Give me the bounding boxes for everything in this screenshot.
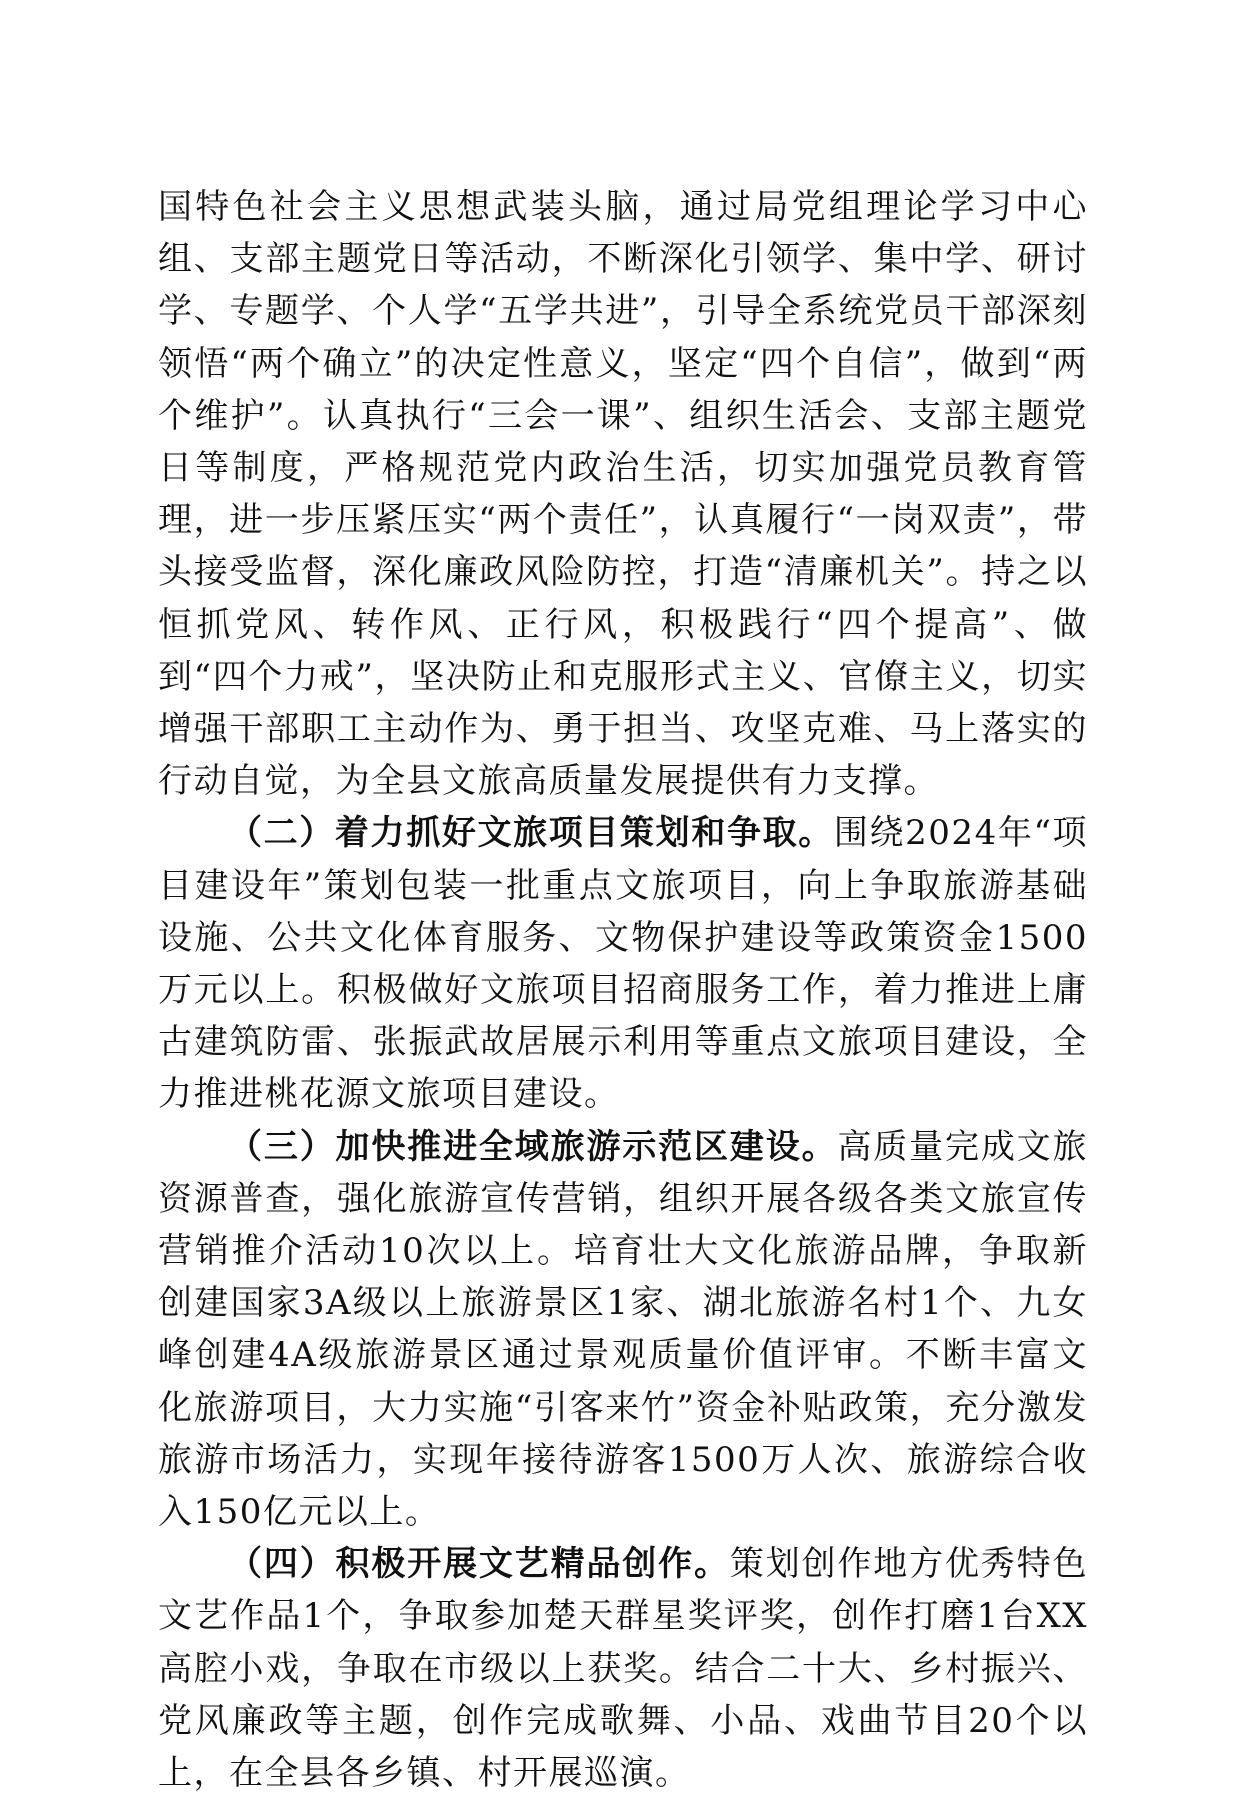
paragraph-2-text: 围绕2024年“项目建设年”策划包装一批重点文旅项目，向上争取旅游基础设施、公共文化体育服务、文物保护建设等政策资金1500万元以上。积极做好文旅项目招商服务工作，着力推进上庸古建筑防雷、张振武故居展示利用等重点文旅项目建设，全力推进桃花源文旅项目建设。 — [158, 813, 1088, 1115]
paragraph-4 — [158, 1538, 1088, 1799]
section-3-heading: （三）加快推进全域旅游示范区建设。 — [228, 1126, 838, 1167]
paragraph-3-text: 高质量完成文旅资源普查，强化旅游宣传营销，组织开展各级各类文旅宣传营销推介活动10次以上。培育壮大文化旅游品牌，争取新创建国家3A级以上旅游景区1家、湖北旅游名村1个、九女峰创建4A级旅游景区通过景观质量价值评审。不断丰富文化旅游项目，大力实施“引客来竹”资金补贴政策，充分激发旅游市场活力，实现年接待游客1500万人次、旅游综合收入150亿元以上。 — [158, 1126, 1089, 1533]
paragraph-3 — [158, 1121, 1088, 1539]
document-body — [158, 181, 1088, 1799]
paragraph-2 — [158, 807, 1088, 1120]
paragraph-1 — [158, 181, 1088, 807]
paragraph-4-text: 策划创作地方优秀特色文艺作品1个，争取参加楚天群星奖评奖，创作打磨1台XX高腔小戏，争取在市级以上获奖。结合二十大、乡村振兴、党风廉政等主题，创作完成歌舞、小品、戏曲节目20个以上，在全县各乡镇、村开展巡演。 — [158, 1544, 1089, 1794]
section-4-heading: （四）积极开展文艺精品创作。 — [228, 1544, 730, 1585]
paragraph-1-text: 国特色社会主义思想武装头脑，通过局党组理论学习中心组、支部主题党日等活动，不断深化引领学、集中学、研讨学、专题学、个人学“五学共进”，引导全系统党员干部深刻领悟“两个确立”的决定性意义，坚定“四个自信”，做到“两个维护”。认真执行“三会一课”、组织生活会、支部主题党日等制度，严格规范党内政治生活，切实加强党员教育管理，进一步压紧压实“两个责任”，认真履行“一岗双责”，带头接受监督，深化廉政风险防控，打造“清廉机关”。持之以恒抓党风、转作风、正行风，积极践行“四个提高”、做到“四个力戒”，坚决防止和克服形式主义、官僚主义，切实增强干部职工主动作为、勇于担当、攻坚克难、马上落实的行动自觉，为全县文旅高质量发展提供有力支撑。 — [158, 187, 1088, 802]
section-2-heading: （二）着力抓好文旅项目策划和争取。 — [228, 813, 834, 854]
